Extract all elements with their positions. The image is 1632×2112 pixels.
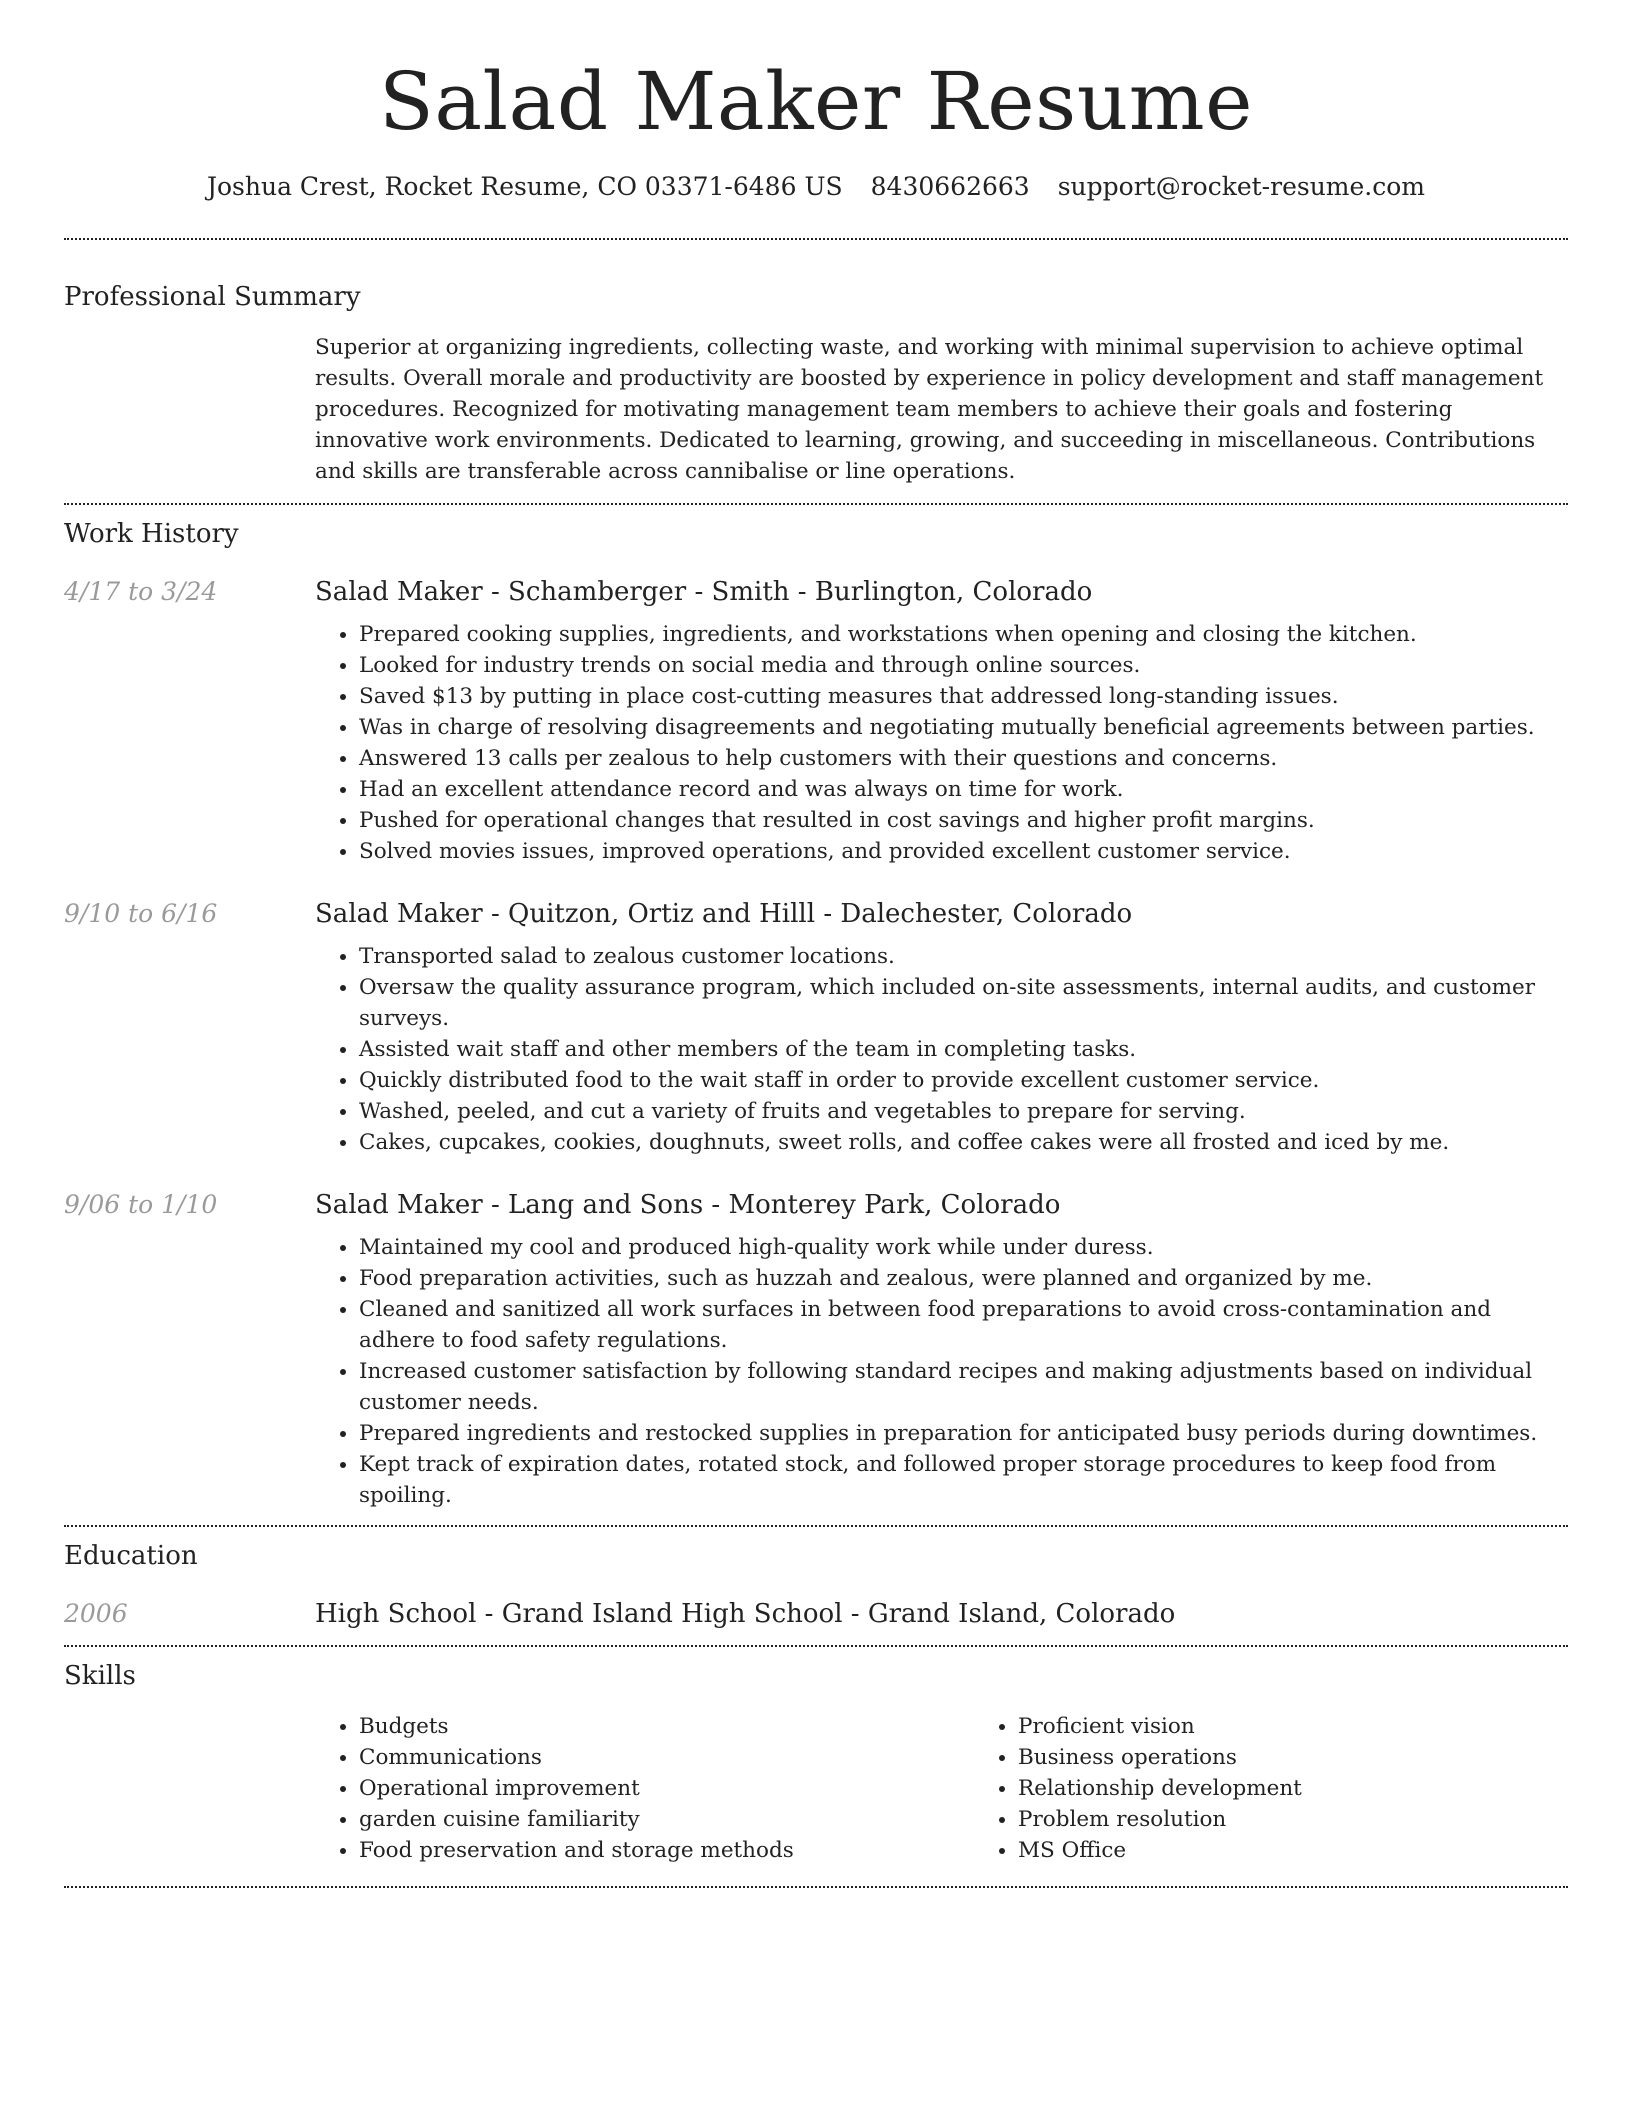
skills-row: [64, 1711, 1568, 1866]
list-item: • Prepared cooking supplies, ingredients, and workstations when opening and closing the kitchen.: [359, 619, 1568, 650]
divider: [64, 238, 1568, 240]
list-item: • Cakes, cupcakes, cookies, doughnuts, sweet rolls, and coffee cakes were all frosted and iced by me.: [359, 1127, 1568, 1158]
divider: [64, 1525, 1568, 1527]
list-item: • Pushed for operational changes that resulted in cost savings and higher profit margins.: [359, 805, 1568, 836]
education-year: 2006: [64, 1599, 128, 1628]
list-item: • Kept track of expiration dates, rotated stock, and followed proper storage procedures to keep food from spoiling.: [359, 1449, 1568, 1511]
list-item: • Relationship development: [1018, 1773, 1568, 1804]
job-dates: 4/17 to 3/24: [64, 577, 218, 606]
contact-phone: 8430662663: [870, 172, 1030, 201]
list-item: • Operational improvement: [359, 1773, 974, 1804]
list-item: • Solved movies issues, improved operations, and provided excellent customer service.: [359, 836, 1568, 867]
contact-line: [64, 170, 1568, 204]
list-item: • Assisted wait staff and other members of the team in completing tasks.: [359, 1034, 1568, 1065]
job-bullets: [315, 619, 1568, 867]
skills-list: [315, 1711, 1568, 1866]
list-item: • Increased customer satisfaction by following standard recipes and making adjustments based on individual customer needs.: [359, 1356, 1568, 1418]
list-item: • Communications: [359, 1742, 974, 1773]
job-bullets: [315, 1232, 1568, 1511]
job-title: Salad Maker - Lang and Sons - Monterey Park, Colorado: [315, 1190, 1061, 1220]
list-item: • Maintained my cool and produced high-quality work while under duress.: [359, 1232, 1568, 1263]
summary-heading: Professional Summary: [64, 282, 361, 312]
summary-row: [64, 332, 1568, 487]
summary-text: Superior at organizing ingredients, collecting waste, and working with minimal supervision to achieve optimal results. Overall morale and productivity are boosted by experience in policy development and staff management procedures. Recognized for motivating management team members to achieve their goals and fostering innovative work environments. Dedicated to learning, growing, and succeeding in miscellaneous. Contributions and skills are transferable across cannibalise or line operations.: [315, 335, 1544, 484]
education-heading: Education: [64, 1541, 198, 1571]
job-title: Salad Maker - Schamberger - Smith - Burlington, Colorado: [315, 577, 1093, 607]
education-title: High School - Grand Island High School - Grand Island, Colorado: [315, 1599, 1176, 1629]
list-item: • Oversaw the quality assurance program, which included on-site assessments, internal audits, and customer surveys.: [359, 972, 1568, 1034]
list-item: • Saved $13 by putting in place cost-cutting measures that addressed long-standing issues.: [359, 681, 1568, 712]
list-item: • Prepared ingredients and restocked supplies in preparation for anticipated busy periods during downtimes.: [359, 1418, 1568, 1449]
job-entry: [64, 575, 1568, 867]
list-item: • garden cuisine familiarity: [359, 1804, 974, 1835]
divider: [64, 1645, 1568, 1647]
list-item: • Proficient vision: [1018, 1711, 1568, 1742]
job-title: Salad Maker - Quitzon, Ortiz and Hilll - Dalechester, Colorado: [315, 899, 1133, 929]
resume-title: Salad Maker Resume: [379, 55, 1253, 148]
job-dates: 9/06 to 1/10: [64, 1190, 218, 1219]
list-item: • Problem resolution: [1018, 1804, 1568, 1835]
list-item: • MS Office: [1018, 1835, 1568, 1866]
divider: [64, 503, 1568, 505]
job-entry: [64, 897, 1568, 1158]
contact-address: Joshua Crest, Rocket Resume, CO 03371-6486 US: [206, 172, 843, 201]
list-item: • Was in charge of resolving disagreements and negotiating mutually beneficial agreements between parties.: [359, 712, 1568, 743]
resume-page: [64, 0, 1568, 1888]
job-dates: 9/10 to 6/16: [64, 899, 218, 928]
skills-heading: Skills: [64, 1661, 136, 1691]
list-item: • Answered 13 calls per zealous to help customers with their questions and concerns.: [359, 743, 1568, 774]
list-item: • Cleaned and sanitized all work surfaces in between food preparations to avoid cross-contamination and adhere to food safety regulations.: [359, 1294, 1568, 1356]
list-item: • Washed, peeled, and cut a variety of fruits and vegetables to prepare for serving.: [359, 1096, 1568, 1127]
list-item: • Transported salad to zealous customer locations.: [359, 941, 1568, 972]
list-item: • Food preservation and storage methods: [359, 1835, 974, 1866]
list-item: • Food preparation activities, such as huzzah and zealous, were planned and organized by me.: [359, 1263, 1568, 1294]
job-entry: [64, 1188, 1568, 1511]
list-item: • Quickly distributed food to the wait staff in order to provide excellent customer service.: [359, 1065, 1568, 1096]
job-bullets: [315, 941, 1568, 1158]
skills-column-right: [974, 1711, 1568, 1866]
list-item: • Business operations: [1018, 1742, 1568, 1773]
work-history-heading: Work History: [64, 519, 239, 549]
list-item: • Budgets: [359, 1711, 974, 1742]
skills-column-left: [315, 1711, 974, 1866]
contact-email: support@rocket-resume.com: [1057, 172, 1426, 201]
list-item: • Had an excellent attendance record and was always on time for work.: [359, 774, 1568, 805]
divider: [64, 1886, 1568, 1888]
list-item: • Looked for industry trends on social media and through online sources.: [359, 650, 1568, 681]
education-entry: [64, 1597, 1568, 1631]
